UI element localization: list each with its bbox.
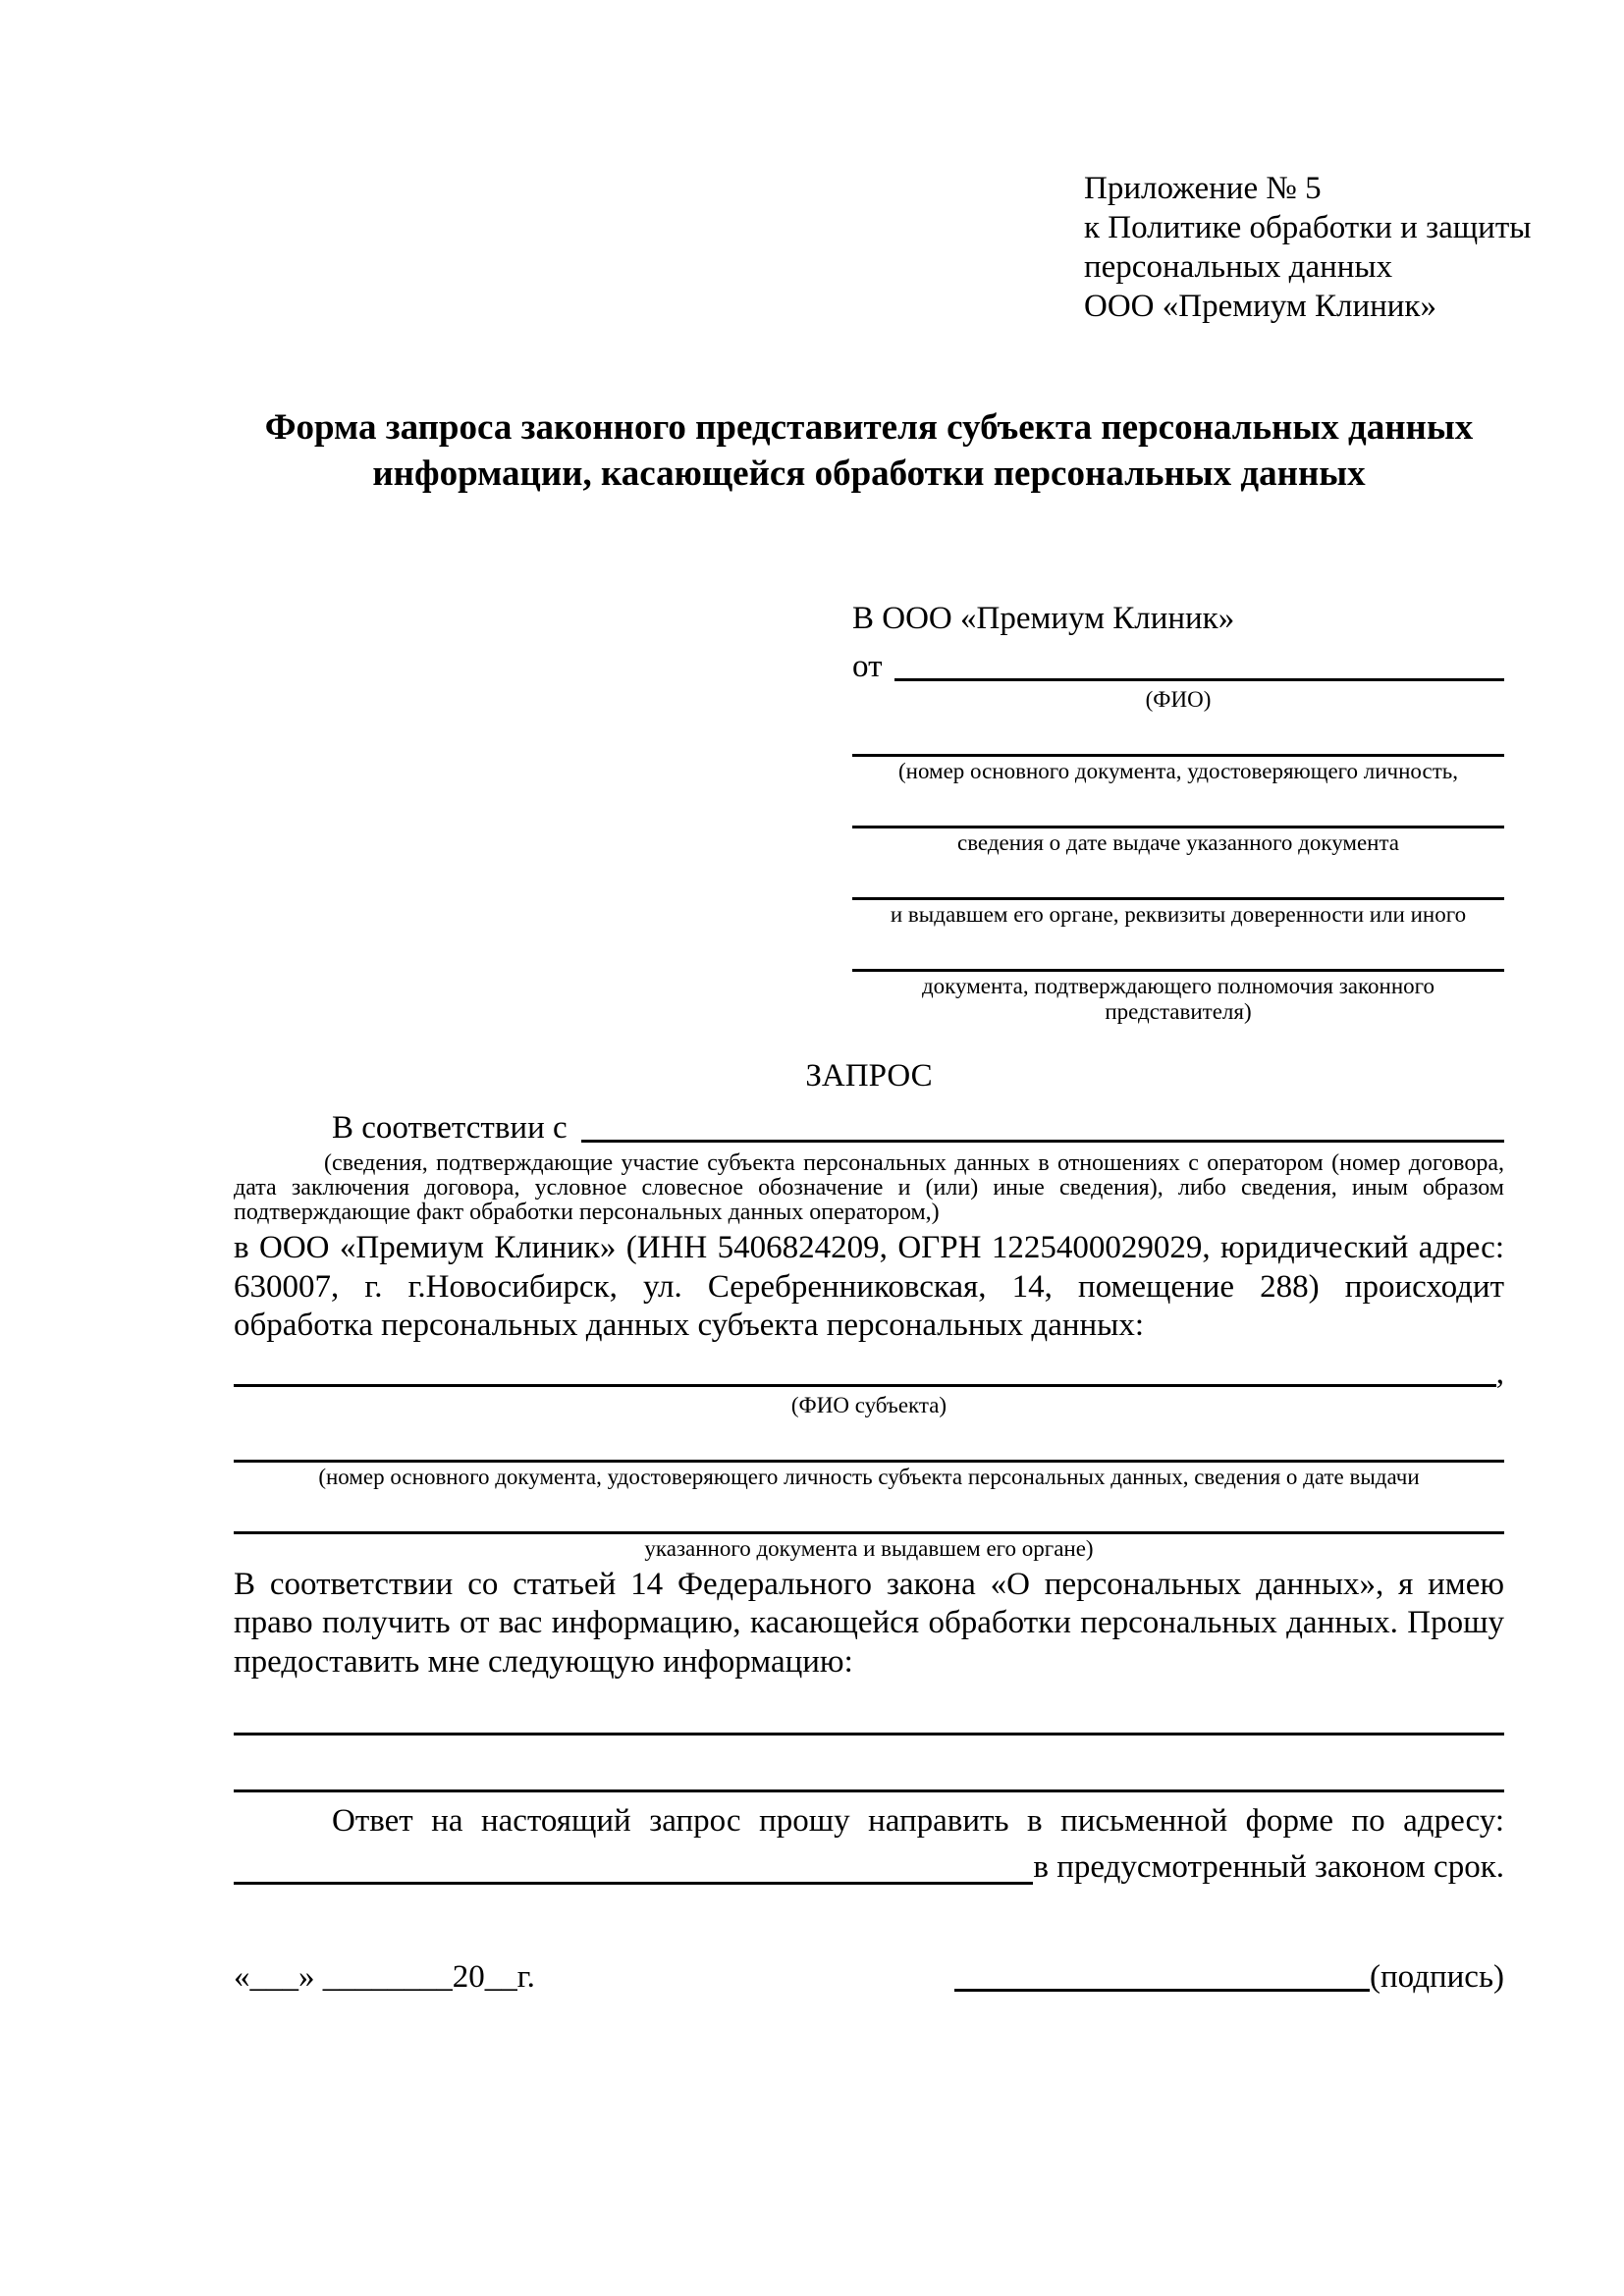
accordance-label: В соответствии с [332, 1110, 568, 1146]
request-heading: ЗАПРОС [805, 1058, 933, 1094]
addressee-block [852, 599, 1504, 1025]
answer-paragraph: Ответ на настоящий запрос прошу направить в письменной форме по адресу: [332, 1803, 1504, 1839]
representative-doc-caption-2: сведения о дате выдаче указанного документа [956, 830, 1400, 855]
signature-group [954, 1957, 1504, 1997]
signature-fill-line [954, 1989, 1370, 1992]
answer-address-fill-line [234, 1882, 1033, 1885]
accordance-field-row [234, 1103, 1504, 1147]
appendix-note-line-4: ООО «Премиум Клиник» [1084, 289, 1436, 324]
appendix-note-line-3: персональных данных [1084, 249, 1393, 285]
representative-doc-fill-line-4 [852, 928, 1504, 972]
appendix-note [1084, 169, 1532, 326]
subject-fio-comma: , [1495, 1355, 1504, 1391]
representative-doc-fill-line-2 [852, 784, 1504, 828]
signature-caption: (подпись) [1370, 1958, 1504, 1995]
document-content [234, 169, 1532, 1997]
answer-address-field-row [234, 1842, 1504, 1887]
law-paragraph: В соответствии со статьей 14 Федерального закона «О персональных данных», я имею право получить от вас информацию, касающейся обработки персональных данных. Прошу предоставить мне следующую информацию: [234, 1566, 1504, 1680]
subject-fio-field-row [234, 1346, 1504, 1391]
from-label: от [852, 649, 883, 684]
document-title-line-2: информации, касающейся обработки персональных данных [372, 454, 1366, 494]
operator-paragraph: в ООО «Премиум Клиник» (ИНН 5406824209, ОГРН 1225400029029, юридический адрес: 630007, г. г.Новосибирск, ул. Серебренниковская, 14, помещение 288) происходит обработка персональных данных субъекта персональных данных: [234, 1230, 1504, 1343]
information-fill-line-2 [234, 1735, 1504, 1792]
subject-doc-caption-1: (номер основного документа, удостоверяющего личность субъекта персональных данных, сведения о дате выдачи [318, 1464, 1420, 1489]
representative-doc-caption-1: (номер основного документа, удостоверяющего личность, [897, 759, 1458, 783]
information-fill-line-1 [234, 1695, 1504, 1735]
appendix-note-line-1: Приложение № 5 [1084, 171, 1322, 206]
fio-caption: (ФИО) [1145, 687, 1212, 712]
from-fill-line [894, 678, 1505, 681]
representative-doc-fill-line-1 [852, 713, 1504, 757]
footer-row [234, 1957, 1504, 1997]
representative-doc-caption-3: и выдавшем его органе, реквизиты доверенности или иного [890, 902, 1467, 927]
subject-fio-caption: (ФИО субъекта) [790, 1392, 947, 1417]
document-title-line-1: Форма запроса законного представителя субъекта персональных данных [264, 407, 1474, 448]
document-title [234, 404, 1504, 497]
subject-doc-fill-line-1 [234, 1418, 1504, 1463]
representative-doc-caption-4: документа, подтверждающего полномочия законного представителя) [921, 974, 1435, 1024]
accordance-note: (сведения, подтверждающие участие субъекта персональных данных в отношениях с оператором (номер договора, дата заключения договора, условное словесное обозначение и (или) иные сведения), либо сведения, иным образом подтверждающие факт обработки персональных данных оператором,) [234, 1150, 1504, 1225]
date-blank: «___» ________20__г. [234, 1958, 535, 1995]
subject-doc-caption-2: указанного документа и выдавшем его органе) [644, 1535, 1094, 1561]
accordance-fill-line [581, 1140, 1504, 1143]
subject-fio-fill-line [234, 1384, 1496, 1387]
representative-doc-fill-line-3 [852, 856, 1504, 900]
answer-suffix: в предусмотренный законом срок. [1033, 1848, 1504, 1885]
addressee-to: В ООО «Премиум Клиник» [852, 601, 1235, 636]
from-field-row [852, 638, 1504, 685]
appendix-note-line-2: к Политике обработки и защиты [1084, 210, 1532, 245]
subject-doc-fill-line-2 [234, 1490, 1504, 1534]
